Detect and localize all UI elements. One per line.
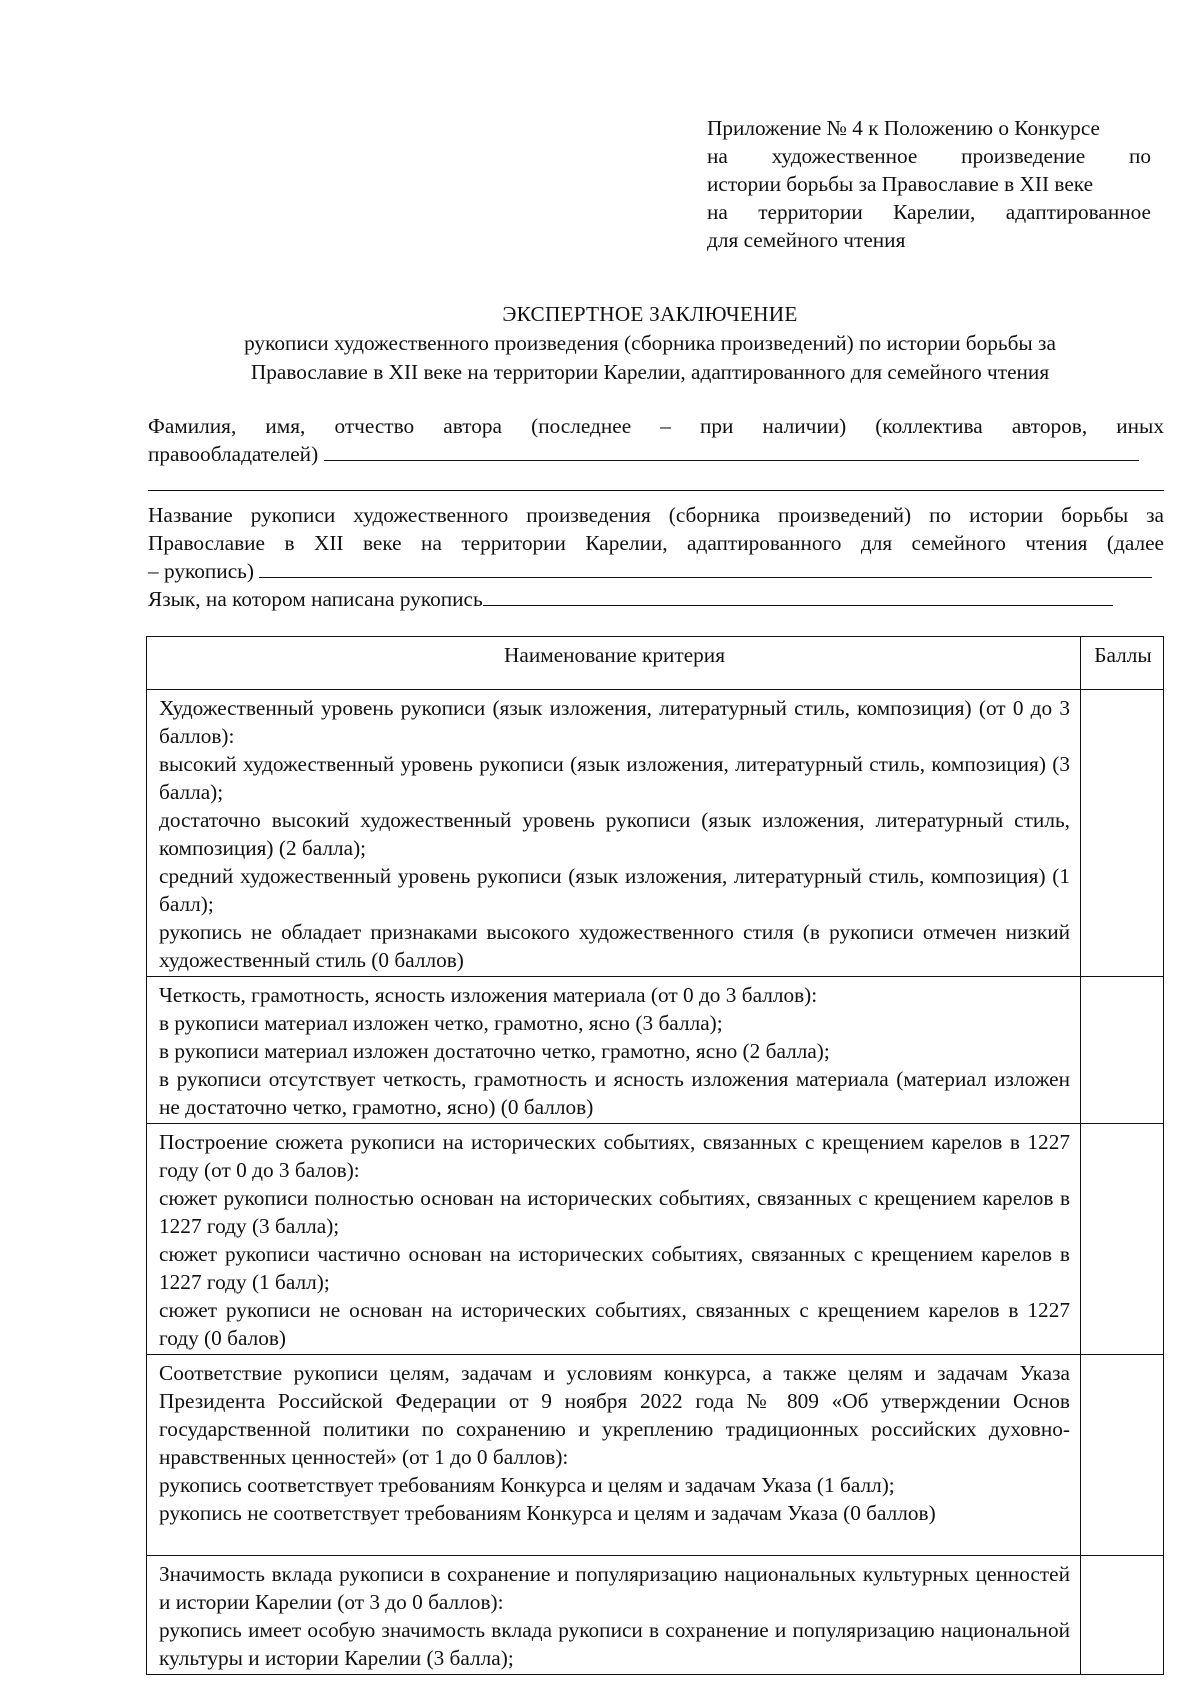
appendix-line: для семейного чтения [707,228,906,252]
criterion-line: Соответствие рукописи целям, задачам и условиям конкурса, а также целям и задачам Указа Президента Российской Федерации от 9 ноября 2022 года № 809 «Об утверждении Основ государственной политики по сохранению и укреплению традиционных российских духовно-нравственных ценностей» (от 1 до 0 баллов): [159,1361,1070,1469]
manuscript-name-label-end: – рукопись) [148,559,254,583]
title-main: ЭКСПЕРТНОЕ ЗАКЛЮЧЕНИЕ [502,302,798,326]
criterion-line: в рукописи материал изложен четко, грамотно, ясно (3 балла); [159,1011,723,1035]
author-label-cont: правообладателей) [148,442,319,466]
appendix-line: истории борьбы за Православие в XII веке [707,172,1094,196]
author-input-line-2[interactable] [148,468,1164,491]
criterion-line: средний художественный уровень рукописи (язык изложения, литературный стиль, композиция) (1 балл); [159,864,1070,916]
criterion-cell [147,1124,1081,1355]
title-subtitle-line-2: Православие в XII веке на территории Карелии, адаптированного для семейного чтения [250,360,1050,384]
table-row [147,1556,1164,1675]
criterion-line: рукопись соответствует требованиям Конкурса и целям и задачам Указа (1 балл); [159,1473,895,1497]
criterion-line: рукопись не обладает признаками высокого художественного стиля (в рукописи отмечен низкий художественный стиль (0 баллов) [159,920,1070,972]
appendix-note [707,114,1151,254]
criterion-header: Наименование критерия [147,637,1081,690]
criterion-line: рукопись имеет особую значимость вклада рукописи в сохранение и популяризацию национальной культуры и истории Карелии (3 балла); [159,1618,1070,1670]
appendix-line: Приложение № 4 к Положению о Конкурсе [707,116,1100,140]
criterion-cell [147,977,1081,1124]
criterion-cell [147,690,1081,977]
score-header: Баллы [1081,637,1164,690]
criteria-table [146,636,1164,1675]
criterion-line: Построение сюжета рукописи на исторических событиях, связанных с крещением карелов в 1227 году (от 0 до 3 балов): [159,1130,1070,1182]
language-row [148,585,1164,613]
form-fields [148,412,1164,613]
criterion-line: Значимость вклада рукописи в сохранение и популяризацию национальных культурных ценностей и истории Карелии (от 3 до 0 баллов): [159,1562,1070,1614]
author-input-line[interactable] [324,440,1139,461]
table-row [147,977,1164,1124]
criterion-line: сюжет рукописи не основан на исторических событиях, связанных с крещением карелов в 1227 году (0 балов) [159,1298,1070,1350]
table-header-row [147,637,1164,690]
score-cell[interactable] [1081,1124,1164,1355]
criterion-line: в рукописи отсутствует четкость, грамотность и ясность изложения материала (материал изложен не достаточно четко, грамотно, ясно) (0 баллов) [159,1067,1070,1119]
criterion-line: Четкость, грамотность, ясность изложения материала (от 0 до 3 баллов): [159,983,818,1007]
author-field-row [148,440,1164,468]
criterion-line: рукопись не соответствует требованиям Конкурса и целям и задачам Указа (0 баллов) [159,1501,936,1525]
criterion-cell [147,1556,1081,1675]
table-row [147,1124,1164,1355]
criterion-line: достаточно высокий художественный уровень рукописи (язык изложения, литературный стиль, композиция) (2 балла); [159,808,1070,860]
criterion-line: сюжет рукописи частично основан на исторических событиях, связанных с крещением карелов в 1227 году (1 балл); [159,1242,1070,1294]
criterion-cell [147,1355,1081,1556]
manuscript-name-input-line[interactable] [259,557,1152,578]
appendix-line: на художественное произведение по [707,144,1151,168]
score-cell[interactable] [1081,690,1164,977]
language-label: Язык, на котором написана рукопись [148,587,483,611]
manuscript-name-label: Название рукописи художественного произведения (сборника произведений) по истории борьбы за Православие в XII веке на территории Карелии, адаптированного для семейного чтения (далее [148,503,1164,555]
document-title [150,300,1150,387]
criterion-line: Художественный уровень рукописи (язык изложения, литературный стиль, композиция) (от 0 до 3 баллов): [159,696,1070,748]
criterion-line: сюжет рукописи полностью основан на исторических событиях, связанных с крещением карелов в 1227 году (3 балла); [159,1186,1070,1238]
table-row [147,690,1164,977]
author-label: Фамилия, имя, отчество автора (последнее – при наличии) (коллектива авторов, иных [148,414,1164,438]
language-input-line[interactable] [483,585,1113,606]
score-cell[interactable] [1081,1355,1164,1556]
manuscript-name-row [148,557,1164,585]
score-cell[interactable] [1081,1556,1164,1675]
appendix-line: на территории Карелии, адаптированное [707,200,1151,224]
score-cell[interactable] [1081,977,1164,1124]
criterion-line: в рукописи материал изложен достаточно четко, грамотно, ясно (2 балла); [159,1039,830,1063]
table-row [147,1355,1164,1556]
title-subtitle-line-1: рукописи художественного произведения (сборника произведений) по истории борьбы за [244,331,1056,355]
criterion-line: высокий художественный уровень рукописи (язык изложения, литературный стиль, композиция) (3 балла); [159,752,1070,804]
